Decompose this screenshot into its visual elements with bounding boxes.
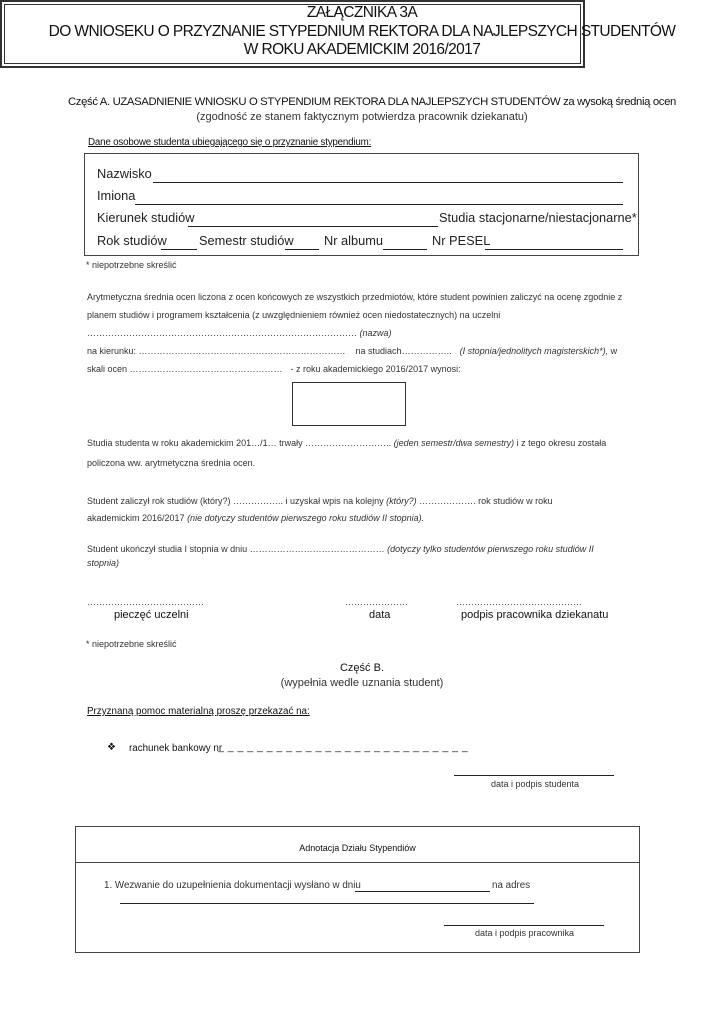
staff-signature-line[interactable] [444,925,604,926]
notice-date-field[interactable] [355,891,490,892]
address-field[interactable] [120,903,534,904]
year-field[interactable] [161,249,197,250]
part-a-title: Część A. UZASADNIENIE WNIOSKU O STYPENDIUM REKTORA DLA NAJLEPSZYCH STUDENTÓW za wysoką średnią ocen [68,96,676,108]
part-a-subtitle: (zgodność ze stanem faktycznym potwierdza pracownik dziekanatu) [196,111,528,123]
field-of-study-field[interactable] [188,226,438,227]
footnote-1: * niepotrzebne skreślić [86,260,177,270]
para3-line2: akademickim 2016/2017 (nie dotyczy studentów pierwszego roku studiów II stopnia). [87,513,425,523]
personal-data-box [84,153,639,256]
header-line-2: DO WNIOSEKU O PRZYZNANIE STYPEDNIUM REKTORA DLA NAJLEPSZYCH STUDENTÓW [48,23,676,40]
semester-field[interactable] [285,249,319,250]
part-b-title: Część B. [339,662,384,674]
album-label: Nr albumu [324,233,384,248]
annotation-divider [76,862,639,863]
stamp-label: pieczęć uczelni [114,609,189,621]
para1-line4: na kierunku: …………………………………………………………… na studiach…………….. (I stopnia/jednolitych magisterskich*), w [87,346,618,356]
album-field[interactable] [383,249,427,250]
annotation-box [75,826,640,953]
para2-line2: policzona ww. arytmetyczna średnia ocen. [87,458,256,468]
para1-line3: ……………………………………………………………………………… (nazwa) [87,328,392,338]
header-box [0,0,676,68]
staff-signature-label: podpis pracownika dziekanatu [461,609,609,621]
pesel-label: Nr PESEL [432,233,491,248]
surname-label: Nazwisko [97,166,152,181]
average-grade-box[interactable] [292,382,406,426]
student-signature-line[interactable] [454,775,614,776]
study-mode-label: Studia stacjonarne/niestacjonarne* [439,210,637,225]
para4-line1: Student ukończył studia I stopnia w dniu ……………………………………… (dotyczy tylko studentów pierwszego roku studiów II [87,544,594,554]
annotation-item-1-text: 1. Wezwanie do uzupełnienia dokumentacji wysłano w dniu [104,880,361,891]
bank-account-label: rachunek bankowy nr [129,743,223,754]
para1-line1: Arytmetyczna średnia ocen liczona z ocen końcowych ze wszystkich przedmiotów, które student powinien zaliczyć na ocenę zgodnie z [87,292,623,302]
year-label: Rok studiów [97,233,167,248]
payment-instruction: Przyznaną pomoc materialną proszę przekazać na: [87,706,310,717]
para4-line2: stopnia) [87,558,120,568]
signature-dots: …………………………………… [456,597,582,607]
bullet-icon: ❖ [107,742,116,753]
first-names-label: Imiona [97,188,136,203]
stamp-dots: ………………………………… [87,597,204,607]
annotation-title: Adnotacja Działu Stypendiów [299,843,416,853]
bank-account-field[interactable]: _ _ _ _ _ _ _ _ _ _ _ _ _ _ _ _ _ _ _ _ _ _ _ _ _ _ [218,741,469,753]
header-line-1: ZAŁĄCZNIKA 3A [306,4,418,21]
field-of-study-label: Kierunek studiów [97,210,195,225]
personal-data-heading: Dane osobowe studenta ubiegającego się o przyznanie stypendium: [88,137,372,148]
para2-line1: Studia studenta w roku akademickim 201…/1… trwały ……………………….. (jeden semestr/dwa semestry) i z tego okresu została [87,438,607,448]
annotation-address-label: na adres [492,880,531,891]
pesel-field[interactable] [485,249,623,250]
surname-field[interactable] [153,182,623,183]
para3-line1: Student zaliczył rok studiów (który?) …………….. i uzyskał wpis na kolejny (który?) ………………. rok studiów w roku [87,496,553,506]
first-names-field[interactable] [135,204,623,205]
date-dots: ………………… [345,597,408,607]
semester-label: Semestr studiów [199,233,294,248]
annotation-signature-label: data i podpis pracownika [475,928,575,938]
footnote-2: * niepotrzebne skreślić [86,639,177,649]
para1-line5: skali ocen …………………………………………… - z roku akademickiego 2016/2017 wynosi: [87,364,461,374]
student-signature-label: data i podpis studenta [491,779,580,789]
para1-line2: planem studiów i programem kształcenia (z uwzględnieniem również ocen niedostatecznych) na uczelni [87,310,501,320]
part-b-subtitle: (wypełnia wedle uznania student) [280,677,444,689]
date-label: data [369,609,391,621]
header-line-3: W ROKU AKADEMICKIM 2016/2017 [243,41,481,58]
